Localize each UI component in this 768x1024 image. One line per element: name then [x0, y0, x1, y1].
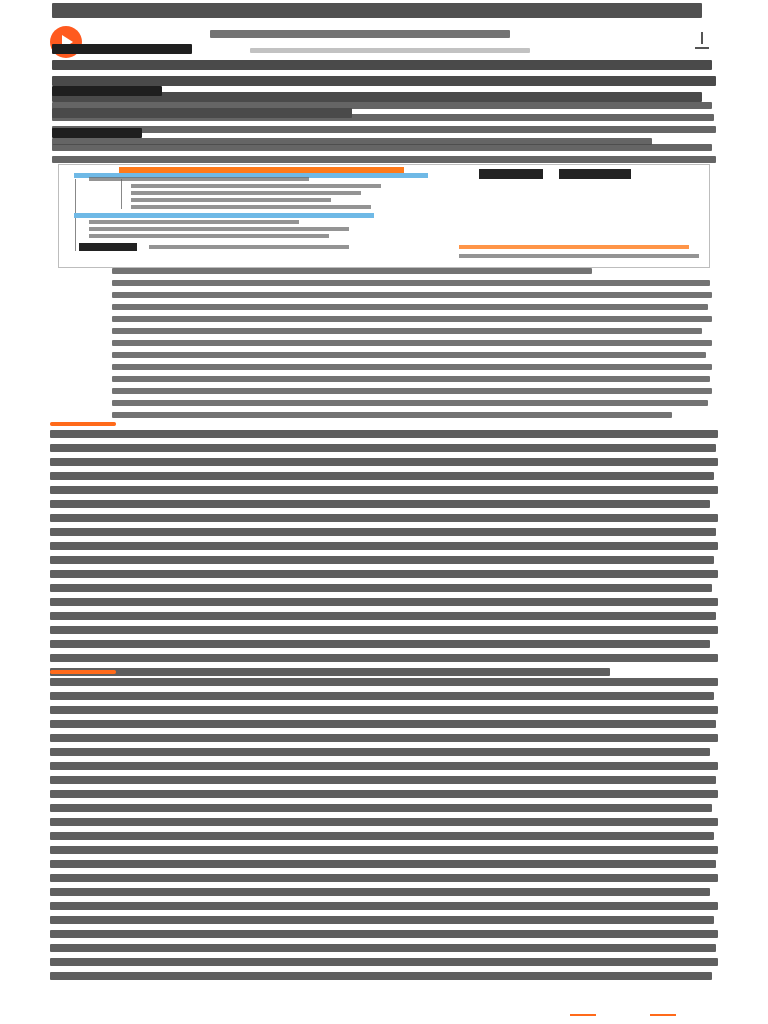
mind-map-image [58, 164, 710, 268]
prev-arrow-icon[interactable] [570, 1008, 596, 1022]
quote-block [112, 268, 712, 424]
track-title [210, 30, 510, 43]
footer-nav [50, 1006, 718, 1024]
intro-heading [52, 44, 192, 54]
core-section [52, 128, 716, 168]
core-heading [52, 128, 142, 138]
page-title [52, 0, 702, 22]
body-paragraph-1 [50, 430, 718, 682]
section-tag-1 [50, 422, 116, 426]
core-body [52, 144, 716, 163]
about-heading [52, 86, 162, 96]
body-paragraph-2 [50, 678, 718, 986]
next-arrow-icon[interactable] [650, 1008, 676, 1022]
section-tag-2 [50, 670, 116, 674]
